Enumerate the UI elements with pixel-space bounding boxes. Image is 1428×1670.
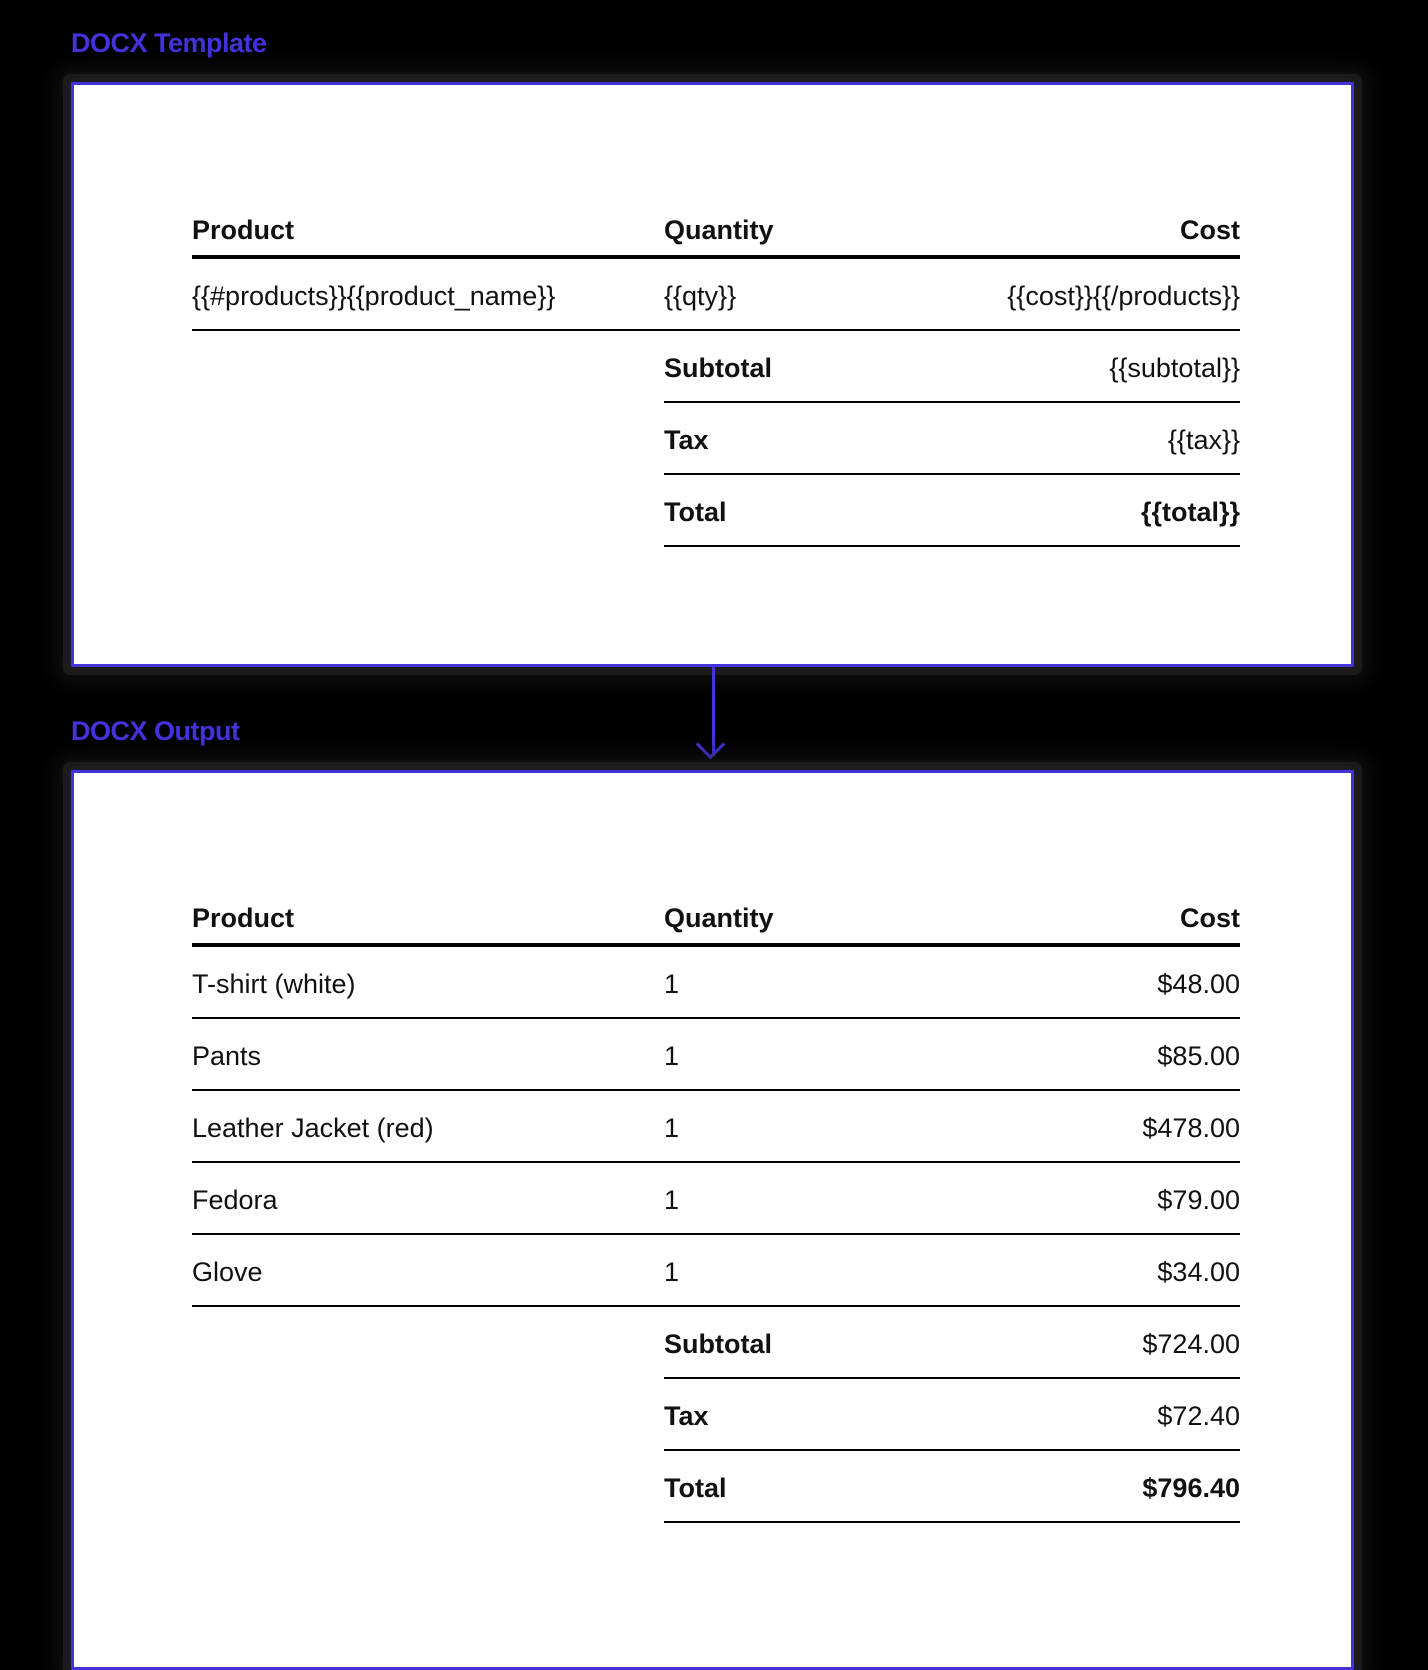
cell-product: Fedora	[192, 1185, 278, 1215]
header-cost: Cost	[1180, 903, 1240, 933]
subtotal-label: Subtotal	[664, 1329, 772, 1359]
template-table	[192, 211, 1240, 547]
cell-quantity: 1	[664, 969, 680, 999]
cell-quantity: {{qty}}	[664, 281, 737, 311]
cell-product: T-shirt (white)	[192, 969, 356, 999]
total-row	[664, 1451, 1240, 1523]
cell-product: Glove	[192, 1257, 263, 1287]
cell-product: Leather Jacket (red)	[192, 1113, 434, 1143]
cell-quantity: 1	[664, 1257, 680, 1287]
output-card	[71, 770, 1354, 1670]
subtotal-row	[664, 331, 1240, 403]
cell-cost: {{cost}}{{/products}}	[1007, 281, 1240, 311]
table-row	[192, 1163, 1240, 1235]
tax-row	[664, 403, 1240, 475]
tax-row	[664, 1379, 1240, 1451]
table-row	[192, 1019, 1240, 1091]
cell-cost: $79.00	[1157, 1185, 1240, 1215]
table-header	[192, 899, 1240, 947]
table-header	[192, 211, 1240, 259]
subtotal-label: Subtotal	[664, 353, 772, 383]
table-row	[192, 947, 1240, 1019]
subtotal-value: $724.00	[1142, 1329, 1240, 1359]
total-value: $796.40	[1142, 1473, 1240, 1503]
table-row	[192, 259, 1240, 331]
output-table	[192, 899, 1240, 1523]
total-label: Total	[664, 497, 727, 527]
cell-cost: $85.00	[1157, 1041, 1240, 1071]
table-row	[192, 1235, 1240, 1307]
cell-quantity: 1	[664, 1041, 680, 1071]
tax-value: $72.40	[1157, 1401, 1240, 1431]
cell-quantity: 1	[664, 1113, 680, 1143]
header-product: Product	[192, 215, 295, 245]
template-title: DOCX Template	[71, 28, 267, 58]
total-label: Total	[664, 1473, 727, 1503]
header-product: Product	[192, 903, 295, 933]
tax-value: {{tax}}	[1167, 425, 1240, 455]
cell-cost: $48.00	[1157, 969, 1240, 999]
cell-cost: $34.00	[1157, 1257, 1240, 1287]
arrow-head-icon	[696, 730, 726, 760]
subtotal-value: {{subtotal}}	[1109, 353, 1240, 383]
cell-cost: $478.00	[1142, 1113, 1240, 1143]
subtotal-row	[664, 1307, 1240, 1379]
total-row	[664, 475, 1240, 547]
output-title: DOCX Output	[71, 716, 240, 746]
cell-quantity: 1	[664, 1185, 680, 1215]
cell-product: {{#products}}{{product_name}}	[192, 281, 556, 311]
header-quantity: Quantity	[664, 215, 774, 245]
cell-product: Pants	[192, 1041, 262, 1071]
tax-label: Tax	[664, 1401, 709, 1431]
template-card	[71, 82, 1354, 667]
header-cost: Cost	[1180, 215, 1240, 245]
table-row	[192, 1091, 1240, 1163]
header-quantity: Quantity	[664, 903, 774, 933]
total-value: {{total}}	[1140, 497, 1240, 527]
tax-label: Tax	[664, 425, 709, 455]
